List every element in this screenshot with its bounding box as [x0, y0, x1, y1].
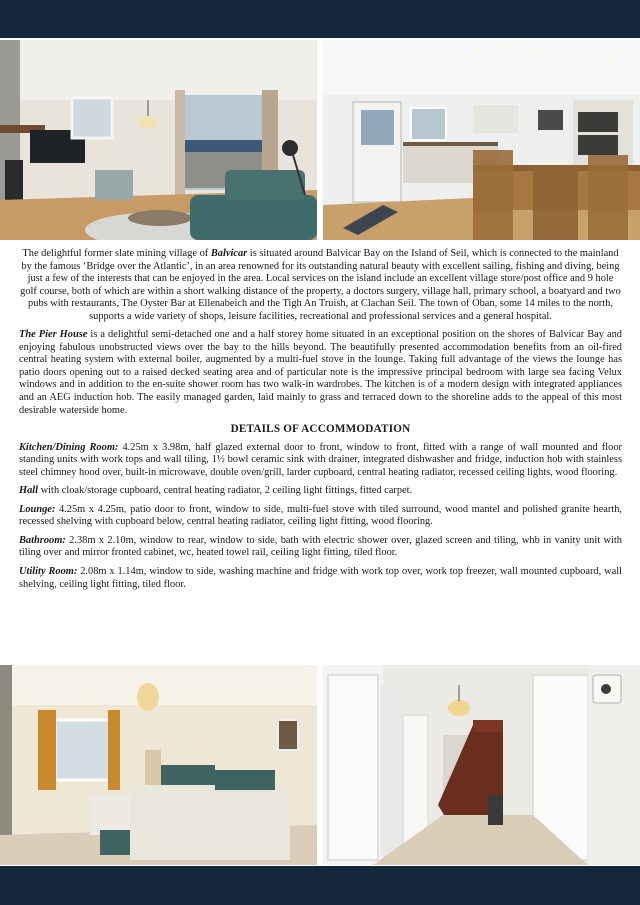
room-name: Kitchen/Dining Room: — [19, 441, 119, 453]
room-utility — [19, 566, 622, 591]
description-text — [19, 248, 622, 597]
bedroom-photo — [0, 665, 317, 865]
details-heading: DETAILS OF ACCOMMODATION — [230, 423, 411, 436]
room-details: with cloak/storage cupboard, central heating radiator, 2 ceiling light fittings, fitted carpet. — [38, 485, 413, 497]
hall-photo — [323, 665, 640, 865]
room-name: Bathroom: — [19, 534, 66, 546]
room-details: 4.25m x 4.25m, patio door to front, window to side, multi-fuel stove with tiled surround, wood mantel and polished granite hearth, recessed shelving with cupboard below, central heating radiator, ceiling light fitting, wood flooring. — [19, 503, 622, 528]
room-name: Lounge: — [19, 503, 56, 515]
room-bathroom — [19, 535, 622, 560]
room-details: 2.08m x 1.14m, window to side, washing machine and fridge with work top over, work top freezer, wall mounted cupboard, wall shelving, ceiling light fitting, tiled floor. — [19, 566, 623, 590]
intro-paragraph — [19, 248, 622, 323]
property-name: The Pier House — [19, 329, 88, 341]
property-text: is a delightful semi-detached one and a half storey home situated in an exceptional position on the shores of Balvicar Bay and enjoying fabulous unobstructed views over the bay to the hills beyond. The beautifully presented accommodation benefits from an oil-fired central heating system with external boiler, augmented by a multi-fuel stove in the lounge. Taking full advantage of the views the lounge has patio doors opening out to a raised decked seating area and of particular note is the impressive principal bedroom with large sea facing Velux windows and in addition to the en-suite shower room has two walk-in wardrobes. The kitchen is of a modern design with integrated appliances and an AEG induction hob. The easily managed garden, laid mainly to grass and terraced down to the shoreline adds to the appeal of this most desirable waterside home. — [19, 329, 622, 416]
room-details: 2.38m x 2.10m, window to rear, window to side, bath with electric shower over, glazed screen and tiling, whb in vanity unit with tiling over and mirror fronted cabinet, wc, heated towel rail, ceiling light fitting, tiled floor. — [19, 534, 622, 559]
intro-text-rest: is situated around Balvicar Bay on the Island of Seil, which is connected to the mainland by the famous ‘Bridge over the Atlantic’, in an area renowned for its outstanding natural beauty with excellent sailing, fishing and diving, being just a few of the interests that can be enjoyed in the area. Local services on the island include an excellent village store/post office and 9 hole golf course, both of which are within a short walking distance of the property, a doctors surgery, village hall, primary school, a boatyard and two pubs with restaurants, The Oyster Bar at Ellenabeich and the Tigh An Truish, at Clachan Seil. The town of Oban, some 14 miles to the north, supports a wide variety of shops, leisure facilities, recreational and professional services and a general hospital. — [20, 248, 621, 322]
room-hall — [19, 485, 622, 498]
room-details: 4.25m x 3.98m, half glazed external door to front, window to front, fitted with a range of wall mounted and floor standing units with work tops and wall tiling, 1½ bowl ceramic sink with drainer, integrated dishwasher and fridge, induction hob with stainless steel chimney hood over, built-in microwave, double oven/grill, larder cupboard, central heating radiator, recessed ceiling lights, wood flooring. — [19, 441, 622, 478]
lounge-photo — [0, 40, 317, 240]
top-banner — [0, 0, 640, 38]
room-lounge — [19, 504, 622, 529]
room-kitchen — [19, 442, 622, 480]
kitchen-photo — [323, 40, 640, 240]
room-name: Hall — [19, 485, 39, 497]
bottom-banner — [0, 866, 640, 905]
intro-text-start: The delightful former slate mining village of — [22, 248, 211, 259]
property-paragraph — [19, 329, 622, 417]
room-name: Utility Room: — [19, 566, 78, 578]
village-name: Balvicar — [210, 248, 248, 259]
